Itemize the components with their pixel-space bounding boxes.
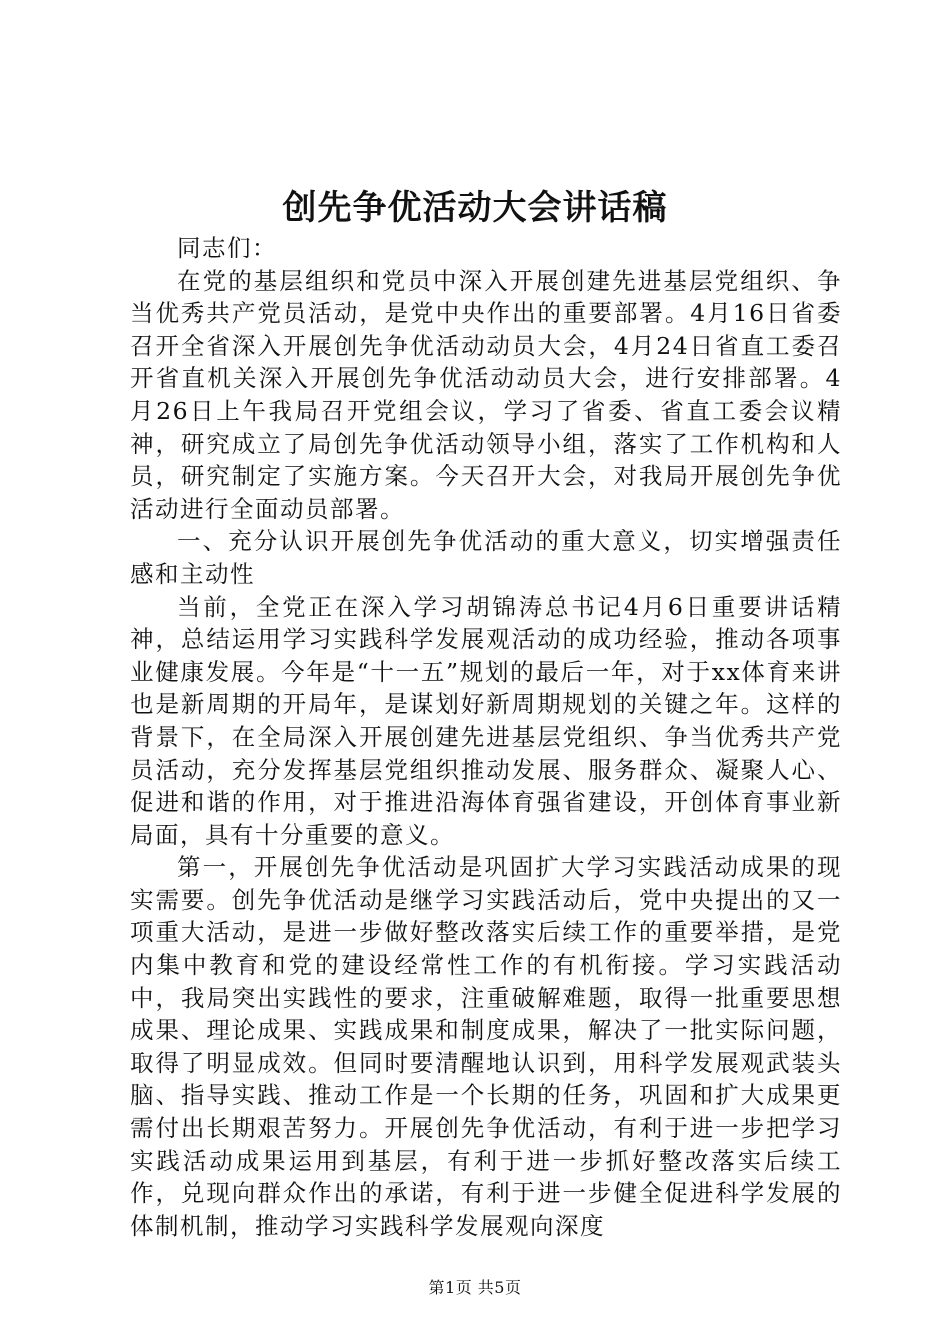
salutation: 同志们： — [177, 234, 277, 262]
paragraph-first-point: 第一，开展创先争优活动是巩固扩大学习实践活动成果的现实需要。创先争优活动是继学习实践活动后，党中央提出的又一项重大活动，是进一步做好整改落实后续工作的重要举措，是党内集中教育和党的建设经常性工作的有机衔接。学习实践活动中，我局突出实践性的要求，注重破解难题，取得一批重要思想成果、理论成果、实践成果和制度成果，解决了一批实际问题，取得了明显成效。但同时要清醒地认识到，用科学发展观武装头脑、指导实践、推动工作是一个长期的任务，巩固和扩大成果更需付出长期艰苦努力。开展创先争优活动，有利于进一步把学习实践活动成果运用到基层，有利于进一步抓好整改落实后续工作，兑现向群众作出的承诺，有利于进一步健全促进科学发展的体制机制，推动学习实践科学发展观向深度 — [130, 853, 842, 1240]
section-heading-1: 一、充分认识开展创先争优活动的重大意义，切实增强责任感和主动性 — [130, 527, 842, 588]
document-title: 创先争优活动大会讲话稿 — [282, 188, 668, 228]
paragraph-context: 当前，全党正在深入学习胡锦涛总书记4月6日重要讲话精神，总结运用学习实践科学发展观活动的成功经验，推动各项事业健康发展。今年是“十一五”规划的最后一年，对于xx体育来讲也是新周期的开局年，是谋划好新周期规划的关键之年。这样的背景下，在全局深入开展创建先进基层党组织、争当优秀共产党员活动，充分发挥基层党组织推动发展、服务群众、凝聚人心、促进和谐的作用，对于推进沿海体育强省建设，开创体育事业新局面，具有十分重要的意义。 — [130, 592, 842, 849]
document-body — [130, 232, 842, 1242]
page-footer: 第1页 共5页 — [428, 1278, 522, 1297]
paragraph-intro: 在党的基层组织和党员中深入开展创建先进基层党组织、争当优秀共产党员活动，是党中央作出的重要部署。4月16日省委召开全省深入开展创先争优活动动员大会，4月24日省直工委召开省直机关深入开展创先争优活动动员大会，进行安排部署。4月26日上午我局召开党组会议，学习了省委、省直工委会议精神，研究成立了局创先争优活动领导小组，落实了工作机构和人员，研究制定了实施方案。今天召开大会，对我局开展创先争优活动进行全面动员部署。 — [130, 266, 842, 523]
